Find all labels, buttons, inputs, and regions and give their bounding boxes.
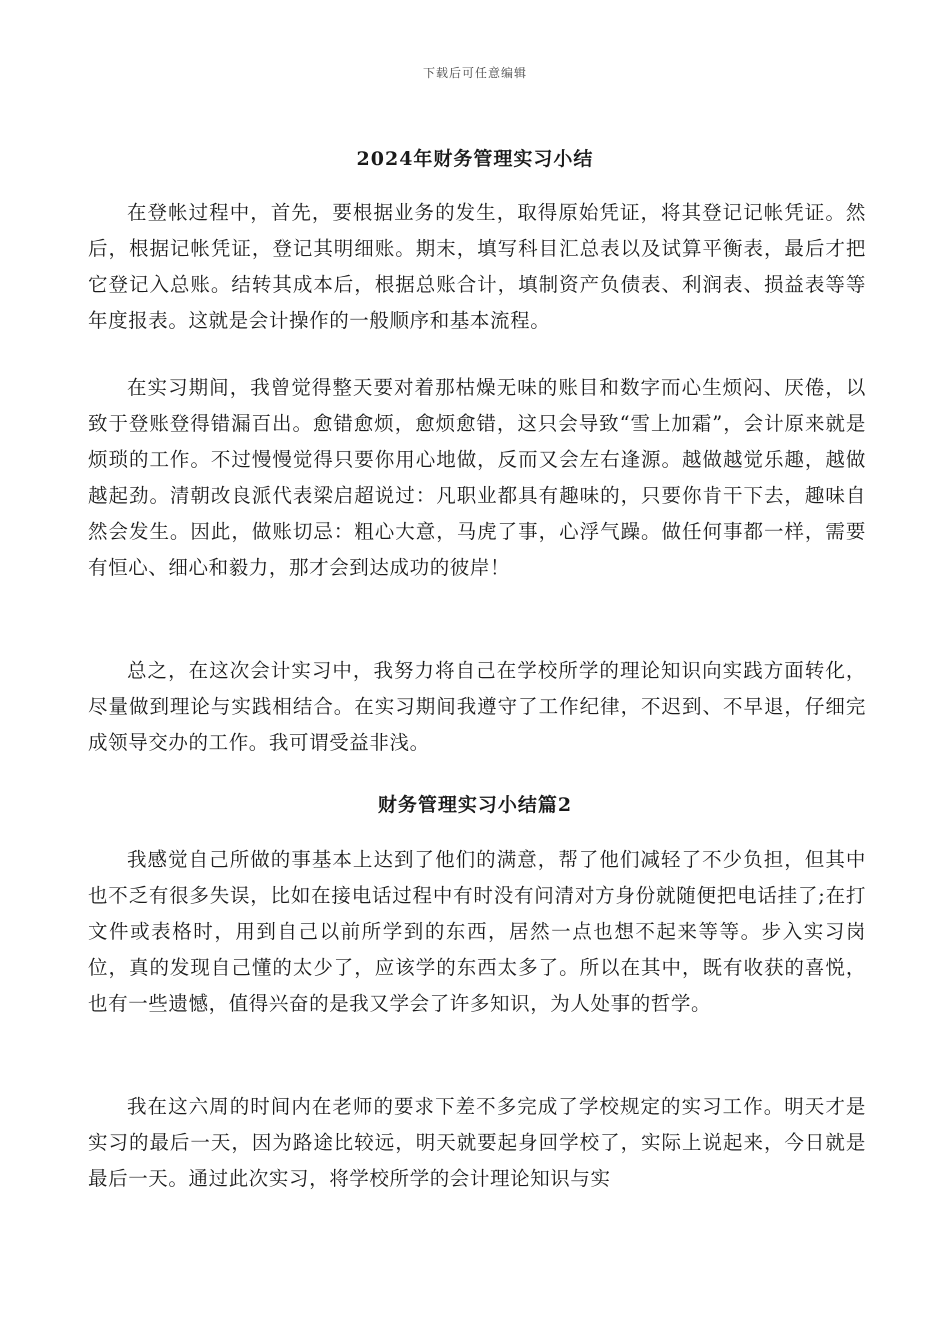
paragraph-1: 在登帐过程中，首先，要根据业务的发生，取得原始凭证，将其登记记帐凭证。然后，根据记帐凭证，登记其明细账。期末，填写科目汇总表以及试算平衡表，最后才把它登记入总账。结转其成本后，根据总账合计，填制资产负债表、利润表、损益表等等年度报表。这就是会计操作的一般顺序和基本流程。 <box>88 201 866 332</box>
paragraph-5: 我在这六周的时间内在老师的要求下差不多完成了学校规定的实习工作。明天才是实习的最后一天，因为路途比较远，明天就要起身回学校了，实际上说起来，今日就是最后一天。通过此次实习，将学校所学的会计理论知识与实 <box>88 1095 866 1190</box>
paragraph-4: 我感觉自己所做的事基本上达到了他们的满意，帮了他们减轻了不少负担，但其中也不乏有很多失误，比如在接电话过程中有时没有问清对方身份就随便把电话挂了;在打文件或表格时，用到自己以前所学到的东西，居然一点也想不起来等等。步入实习岗位，真的发现自己懂的太少了，应该学的东西太多了。所以在其中，既有收获的喜悦，也有一些遗憾，值得兴奋的是我又学会了许多知识，为人处事的哲学。 <box>88 848 866 1015</box>
header-note: 下载后可任意编辑 <box>422 66 527 80</box>
paragraph-3: 总之，在这次会计实习中，我努力将自己在学校所学的理论知识向实践方面转化，尽量做到理论与实践相结合。在实习期间我遵守了工作纪律，不迟到、不早退，仔细完成领导交办的工作。我可谓受益非浅。 <box>88 659 866 754</box>
paragraph-2: 在实习期间，我曾觉得整天要对着那枯燥无味的账目和数字而心生烦闷、厌倦，以致于登账登得错漏百出。愈错愈烦，愈烦愈错，这只会导致“雪上加霜”，会计原来就是烦琐的工作。不过慢慢觉得只要你用心地做，反而又会左右逢源。越做越觉乐趣，越做越起劲。清朝改良派代表梁启超说过：凡职业都具有趣味的，只要你肯干下去，趣味自然会发生。因此，做账切忌：粗心大意，马虎了事，心浮气躁。做任何事都一样，需要有恒心、细心和毅力，那才会到达成功的彼岸！ <box>88 376 866 579</box>
section-2-title: 财务管理实习小结篇2 <box>377 794 573 816</box>
document-title: 2024年财务管理实习小结 <box>356 148 594 170</box>
